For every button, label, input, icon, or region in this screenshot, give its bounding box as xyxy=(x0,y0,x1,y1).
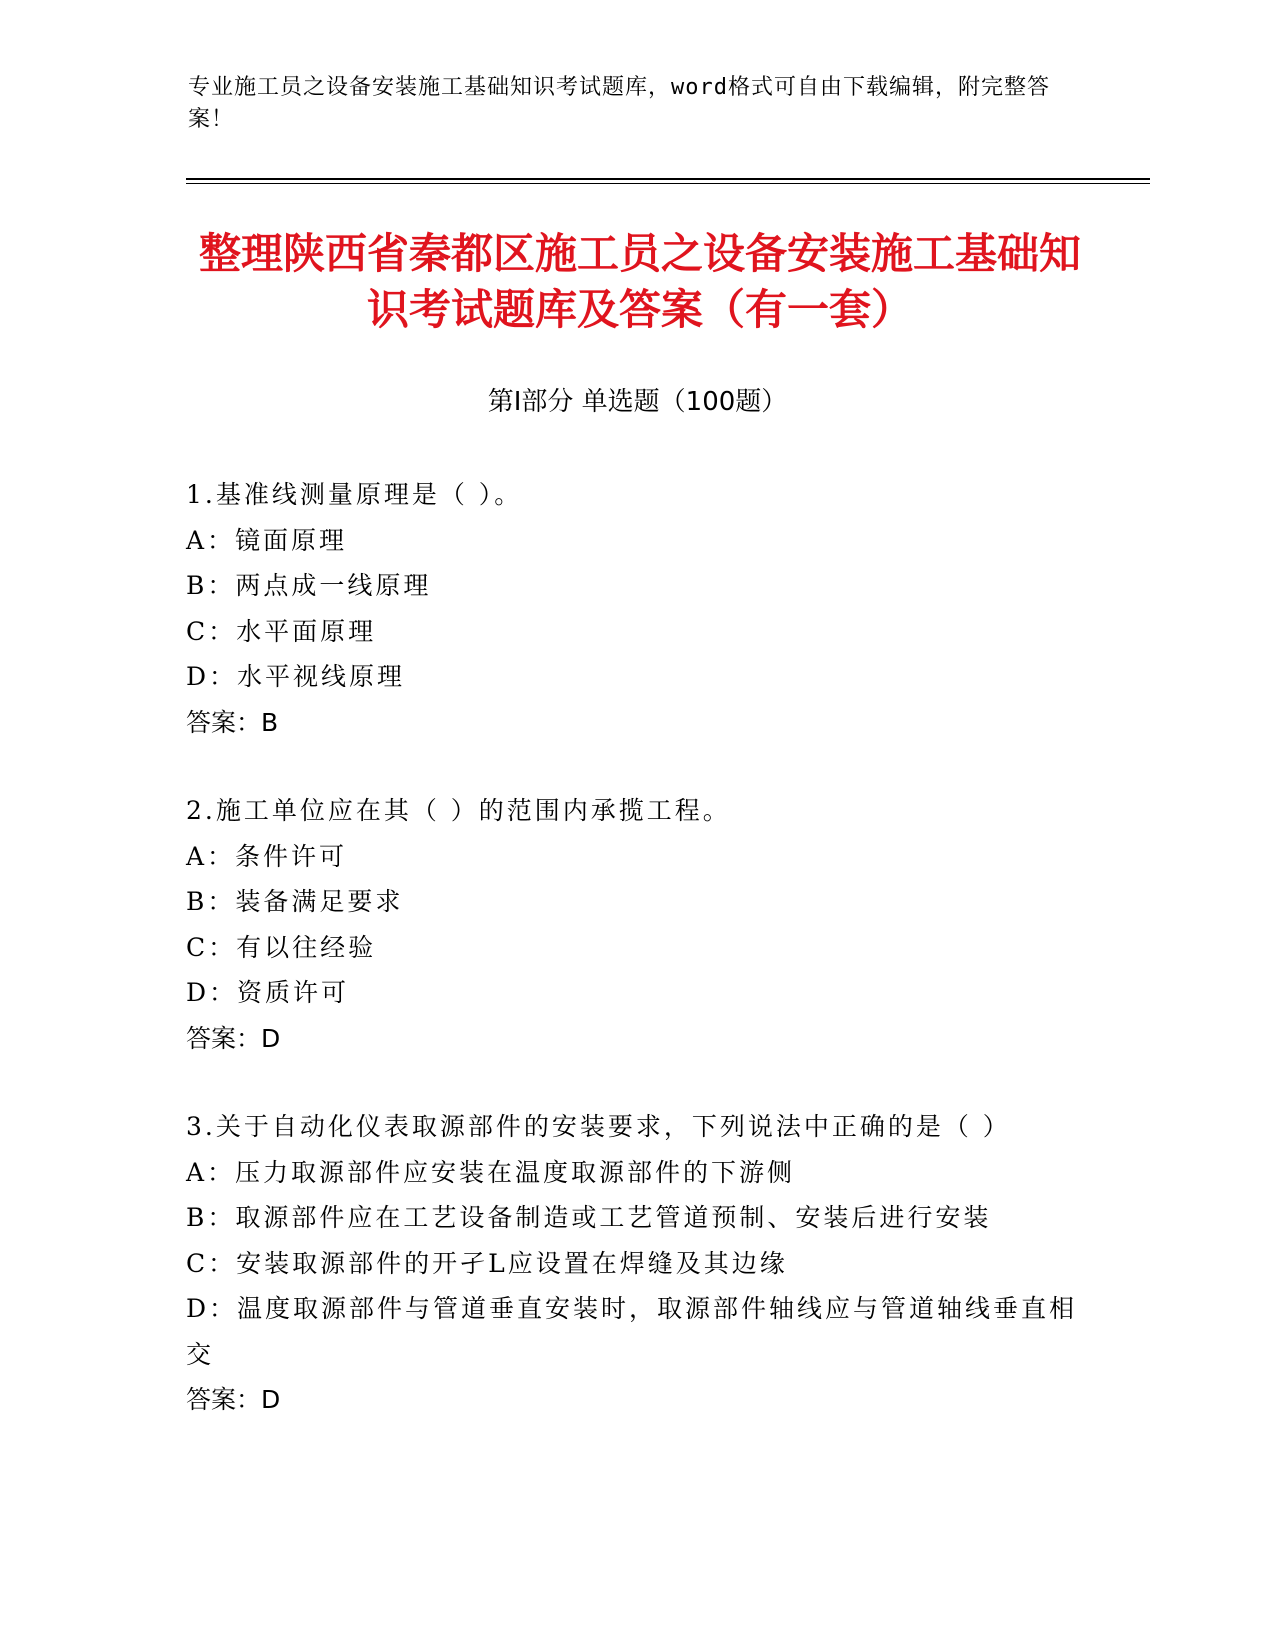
document-title: 整理陕西省秦都区施工员之设备安装施工基础知识考试题库及答案（有一套） xyxy=(198,229,1081,334)
question-2 xyxy=(186,788,1086,1061)
section-title: 第Ⅰ部分 单选题（100题） xyxy=(487,387,788,417)
answer: 答案：D xyxy=(186,1023,281,1053)
option-d: D：温度取源部件与管道垂直安装时，取源部件轴线应与管道轴线垂直相交 xyxy=(186,1294,1078,1369)
question-stem: 3.关于自动化仪表取源部件的安装要求，下列说法中正确的是（ ） xyxy=(186,1112,1011,1141)
option-a: A：镜面原理 xyxy=(186,525,348,555)
question-3 xyxy=(186,1104,1086,1423)
answer: 答案：B xyxy=(186,707,279,737)
question-list xyxy=(186,472,1086,1466)
option-c: C：有以往经验 xyxy=(186,932,377,962)
option-b: B：装备满足要求 xyxy=(186,887,404,916)
header-divider-thin xyxy=(186,183,1150,184)
question-1 xyxy=(186,472,1086,745)
header-divider-thick xyxy=(186,178,1150,180)
question-stem: 1.基准线测量原理是（ ）。 xyxy=(186,480,523,509)
option-d: D：水平视线原理 xyxy=(186,662,406,691)
question-stem: 2.施工单位应在其（ ）的范围内承揽工程。 xyxy=(186,796,731,825)
header-note: 专业施工员之设备安装施工基础知识考试题库，word格式可自由下载编辑，附完整答案！ xyxy=(188,75,1050,132)
option-c: C：安装取源部件的开孑L应设置在焊缝及其边缘 xyxy=(186,1248,788,1278)
option-c: C：水平面原理 xyxy=(186,616,377,646)
option-a: A：压力取源部件应安装在温度取源部件的下游侧 xyxy=(186,1157,796,1187)
option-d: D：资质许可 xyxy=(186,978,350,1007)
option-b: B：两点成一线原理 xyxy=(186,571,432,600)
option-b: B：取源部件应在工艺设备制造或工艺管道预制、安装后进行安装 xyxy=(186,1203,992,1232)
answer: 答案：D xyxy=(186,1385,281,1414)
option-a: A：条件许可 xyxy=(186,841,348,871)
